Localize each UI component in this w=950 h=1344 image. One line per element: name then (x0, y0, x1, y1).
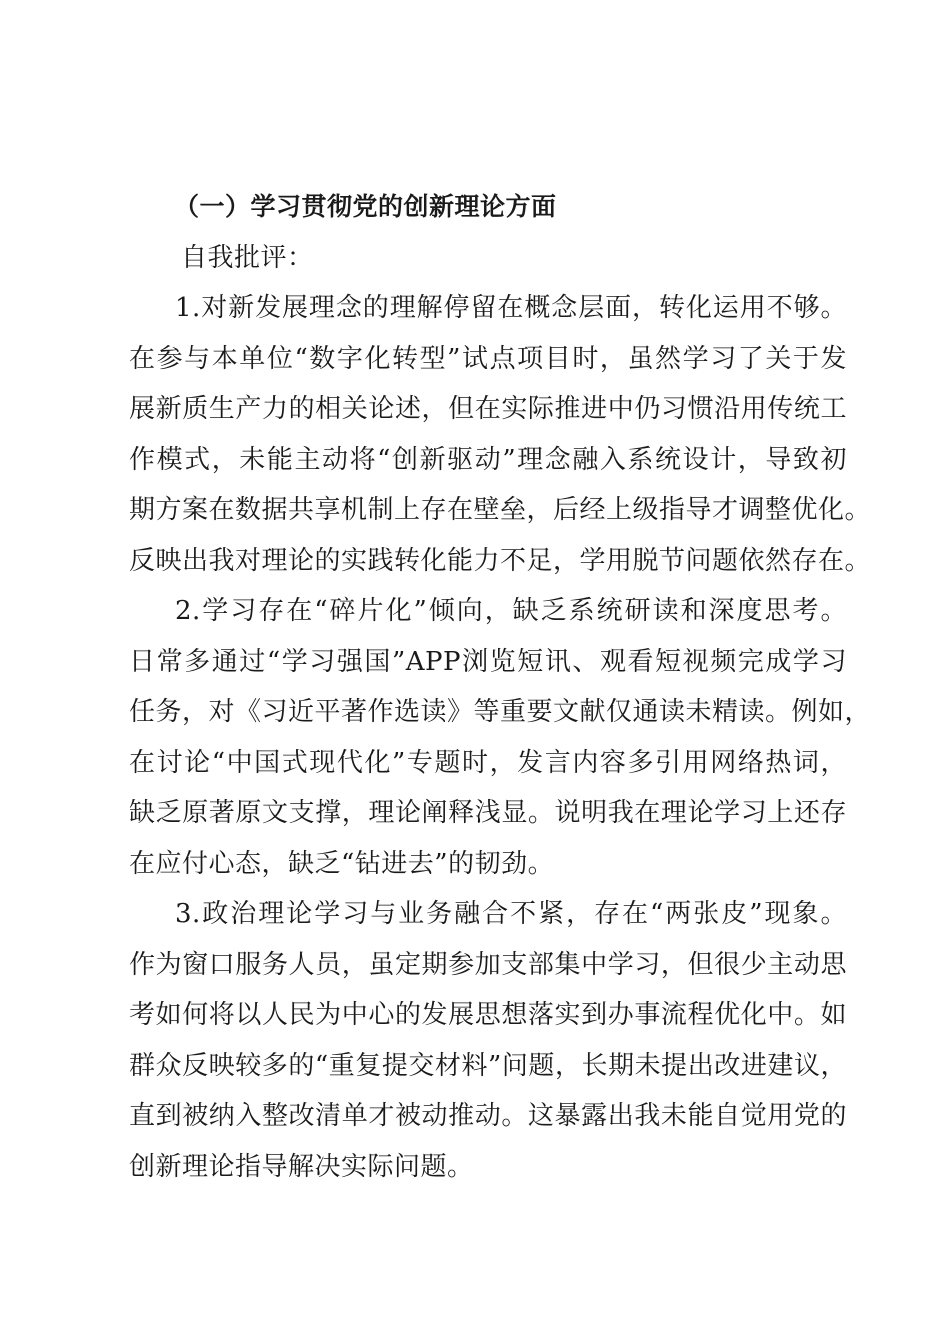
self-criticism-label: 自我批评： (181, 242, 314, 273)
paragraph-line: 反映出我对理论的实践转化能力不足，学用脱节问题依然存在。 (129, 545, 872, 576)
paragraph-line: 3.政治理论学习与业务融合不紧，存在“两张皮”现象。 (175, 899, 847, 929)
section-heading: （一）学习贯彻党的创新理论方面 (174, 192, 557, 221)
paragraph-line: 1.对新发展理念的理解停留在概念层面，转化运用不够。 (175, 293, 847, 323)
paragraph-line: 创新理论指导解决实际问题。 (129, 1151, 474, 1182)
paragraph-line: 在讨论“中国式现代化”专题时，发言内容多引用网络热词， (129, 747, 847, 778)
paragraph-line: 2.学习存在“碎片化”倾向，缺乏系统研读和深度思考。 (175, 596, 847, 626)
paragraph-line: 直到被纳入整改清单才被动推动。这暴露出我未能自觉用党的 (129, 1101, 847, 1131)
paragraph-line: 缺乏原著原文支撑，理论阐释浅显。说明我在理论学习上还存 (129, 798, 847, 828)
paragraph-line: 展新质生产力的相关论述，但在实际推进中仍习惯沿用传统工 (129, 394, 847, 424)
paragraph-line: 作为窗口服务人员，虽定期参加支部集中学习，但很少主动思 (129, 949, 847, 980)
paragraph-line: 考如何将以人民为中心的发展思想落实到办事流程优化中。如 (129, 1000, 847, 1030)
paragraph-line: 日常多通过“学习强国”APP浏览短讯、观看短视频完成学习 (129, 646, 847, 677)
paragraph-line: 在参与本单位“数字化转型”试点项目时，虽然学习了关于发 (129, 343, 847, 374)
paragraph-line: 群众反映较多的“重复提交材料”问题，长期未提出改进建议， (129, 1050, 847, 1081)
paragraph-line: 在应付心态，缺乏“钻进去”的韧劲。 (129, 848, 555, 879)
paragraph-line: 期方案在数据共享机制上存在壁垒，后经上级指导才调整优化。 (129, 495, 872, 525)
document-body (129, 182, 872, 1192)
paragraph-line: 任务，对《习近平著作选读》等重要文献仅通读未精读。例如， (129, 697, 872, 727)
paragraph-3 (129, 889, 847, 1192)
paragraph-1 (129, 283, 872, 586)
paragraph-line: 作模式，未能主动将“创新驱动”理念融入系统设计，导致初 (129, 444, 847, 475)
paragraph-2 (129, 586, 872, 889)
